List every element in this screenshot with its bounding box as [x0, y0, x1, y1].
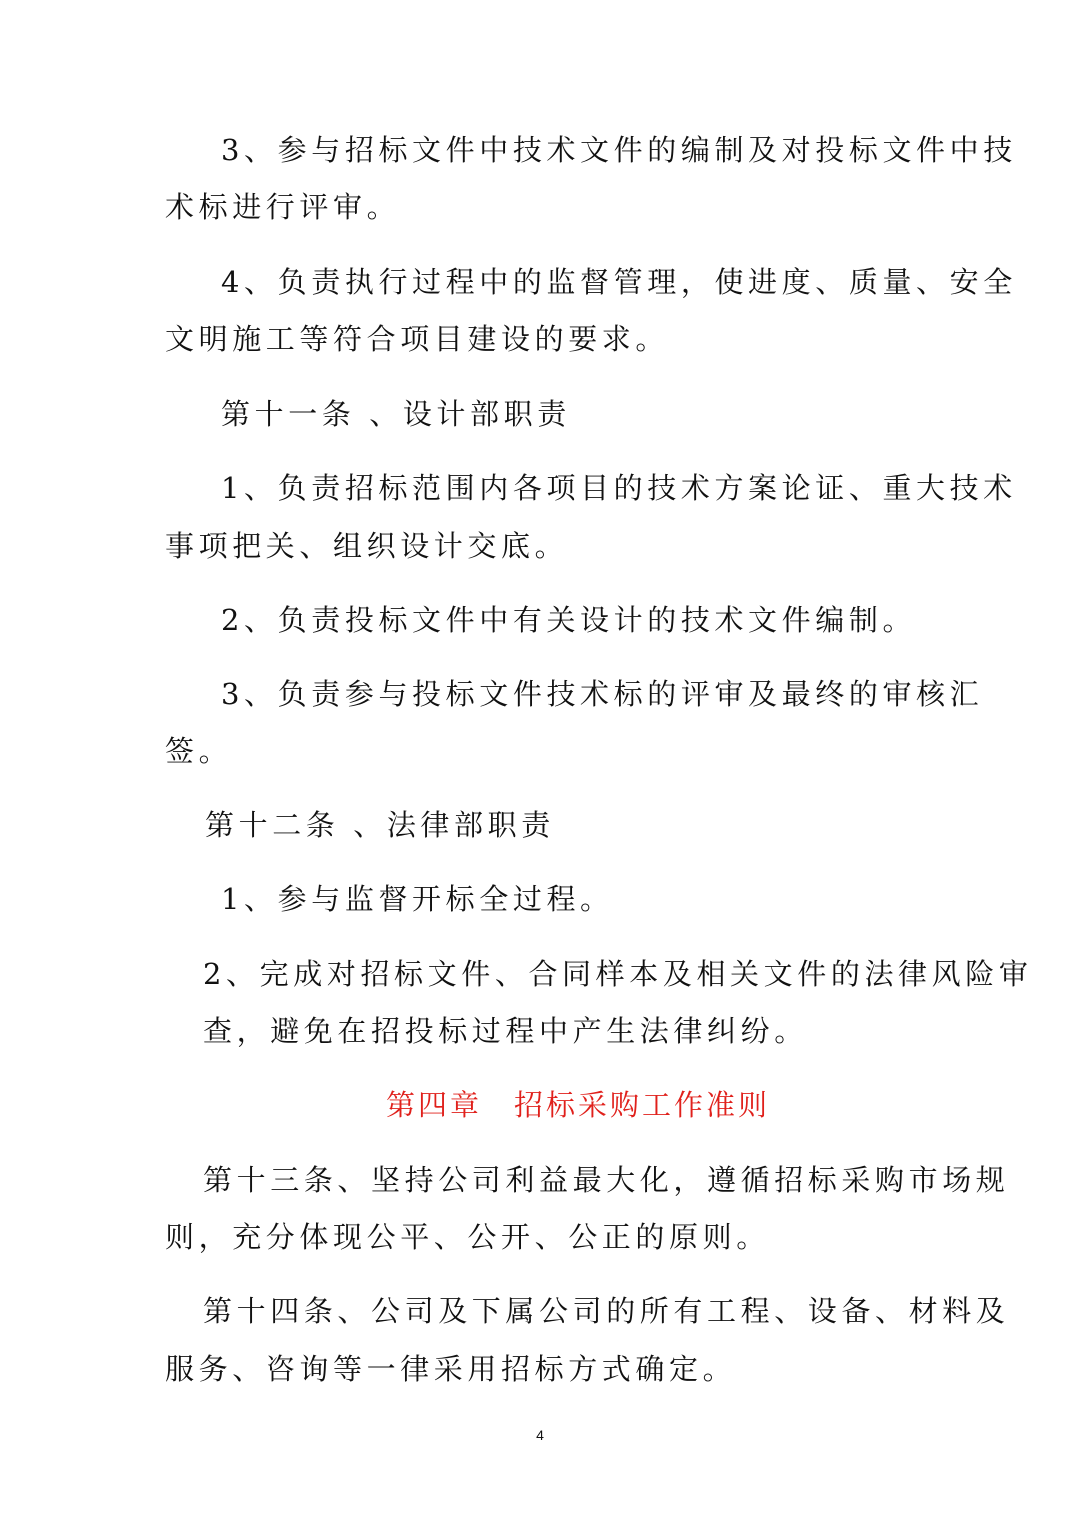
page-number: 4: [536, 1427, 544, 1443]
paragraph-line: 查，避免在招投标过程中产生法律纠纷。: [203, 1014, 808, 1048]
paragraph-line: 2、负责投标文件中有关设计的技术文件编制。: [221, 603, 917, 637]
paragraph-line: 3、负责参与投标文件技术标的评审及最终的审核汇: [221, 677, 984, 711]
paragraph-line: 1、参与监督开标全过程。: [221, 882, 614, 916]
paragraph-line: 文明施工等符合项目建设的要求。: [165, 322, 670, 356]
article-heading: 第十二条 、法律部职责: [205, 808, 555, 842]
paragraph-line: 事项把关、组织设计交底。: [165, 529, 569, 563]
chapter-heading: 第四章 招标采购工作准则: [386, 1088, 771, 1122]
article-heading: 第十一条 、设计部职责: [221, 397, 571, 431]
paragraph-line: 3、参与招标文件中技术文件的编制及对投标文件中技: [221, 133, 1017, 167]
paragraph-line: 4、负责执行过程中的监督管理，使进度、质量、安全: [221, 265, 1017, 299]
paragraph-line: 第十四条、公司及下属公司的所有工程、设备、材料及: [203, 1294, 1010, 1328]
paragraph-line: 则，充分体现公平、公开、公正的原则。: [165, 1220, 770, 1254]
paragraph-line: 服务、咨询等一律采用招标方式确定。: [165, 1352, 737, 1386]
paragraph-line: 1、负责招标范围内各项目的技术方案论证、重大技术: [221, 471, 1017, 505]
paragraph-line: 第十三条、坚持公司利益最大化，遵循招标采购市场规: [203, 1163, 1010, 1197]
paragraph-line: 术标进行评审。: [165, 190, 401, 224]
paragraph-line: 2、完成对招标文件、合同样本及相关文件的法律风险审: [203, 957, 1033, 991]
paragraph-line: 签。: [165, 734, 233, 768]
